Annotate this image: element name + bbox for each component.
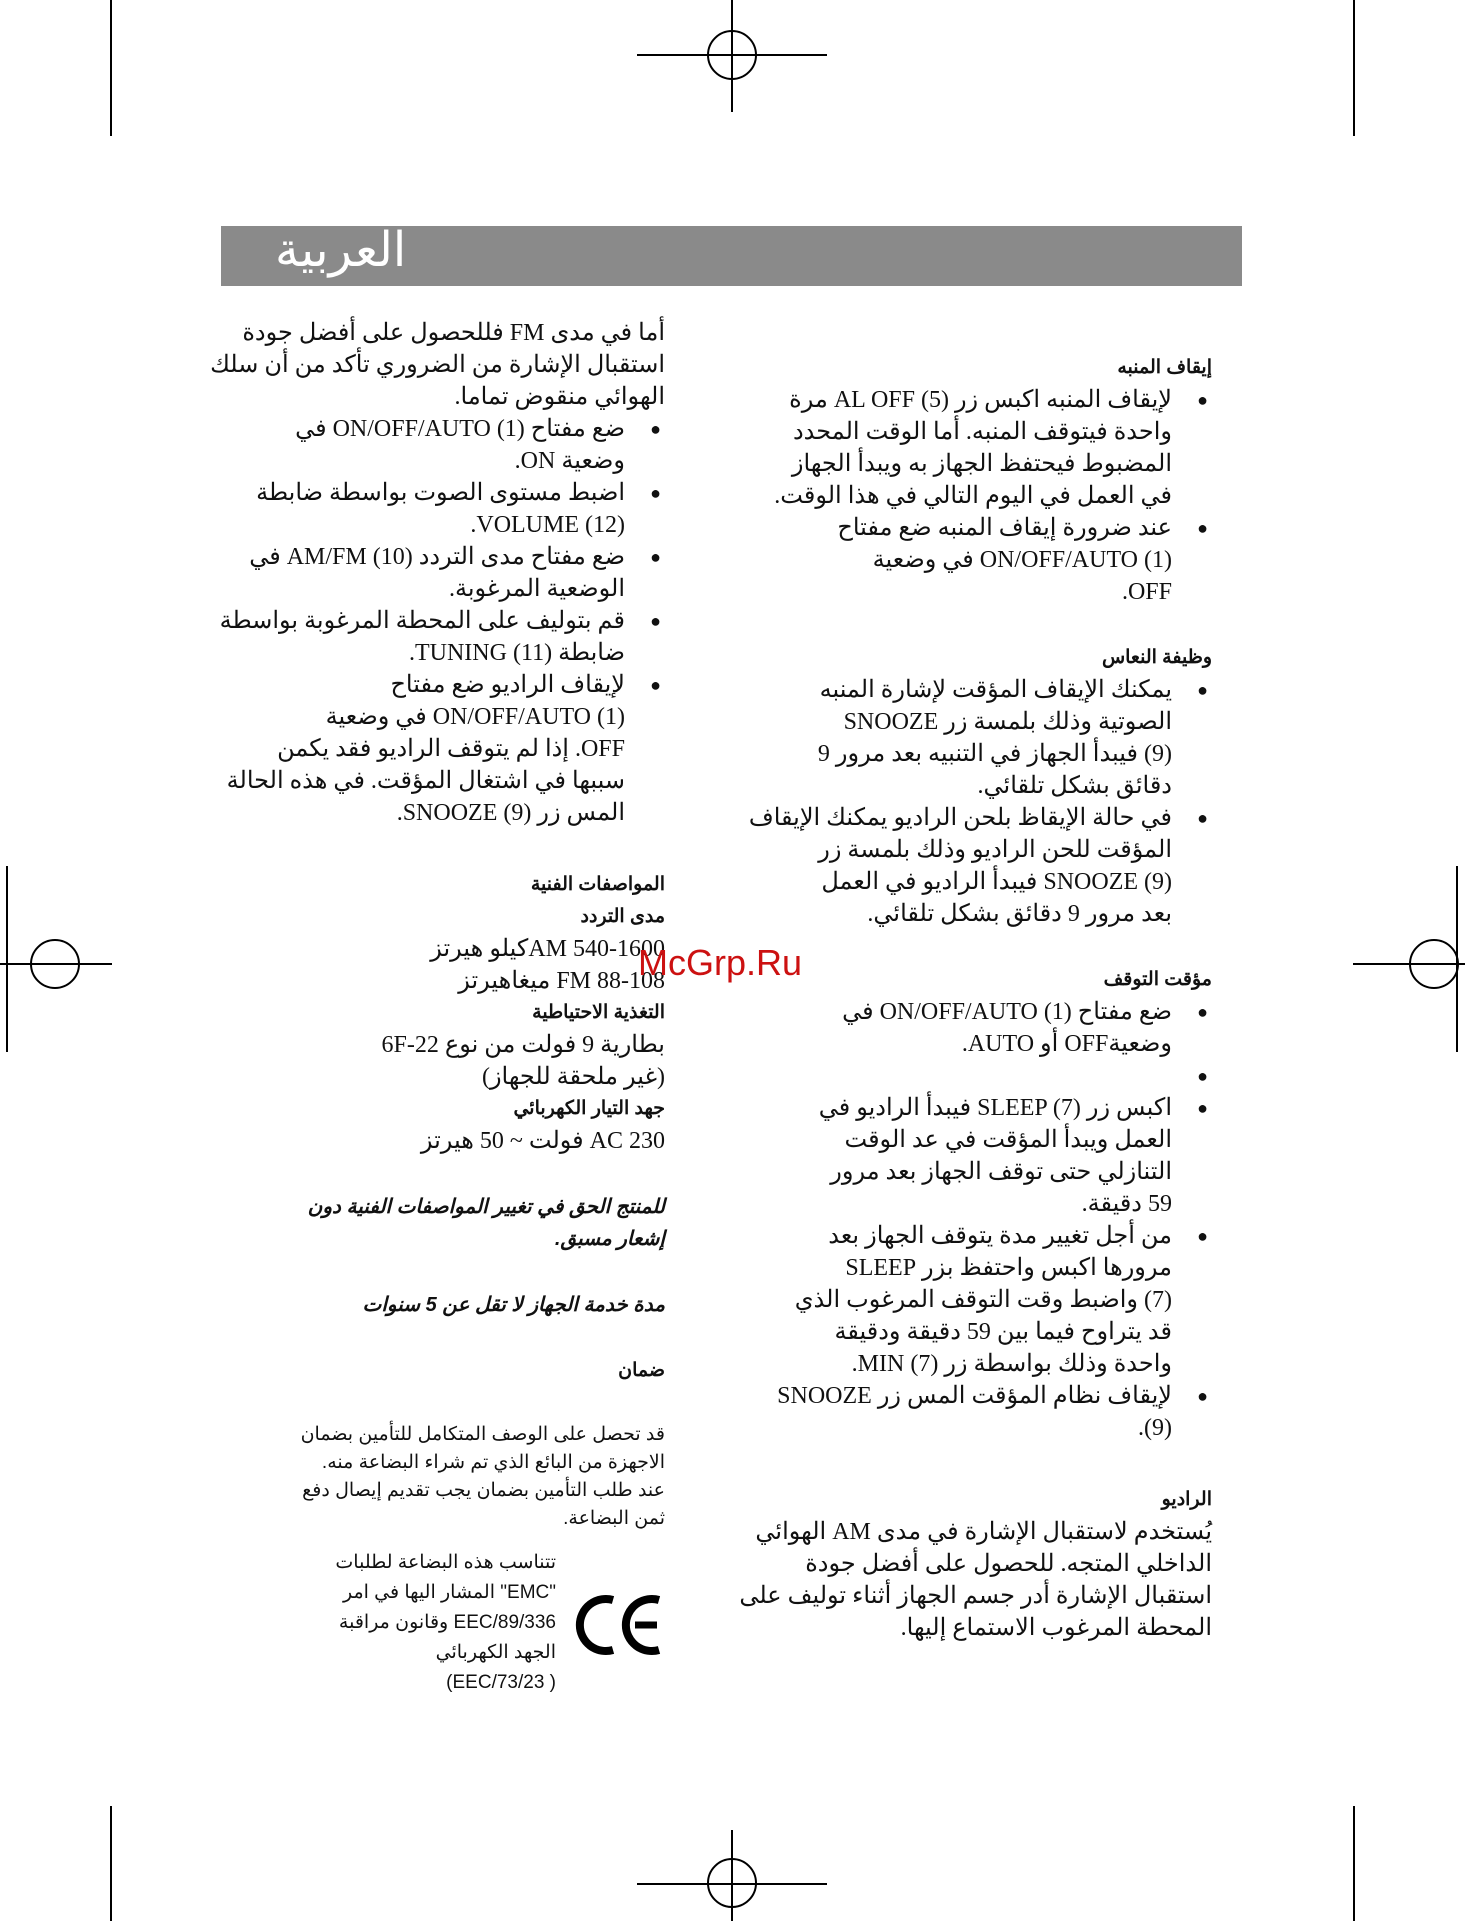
list-item bbox=[712, 1060, 1212, 1092]
crop-mark bbox=[6, 866, 8, 1052]
specs-backup-note: (غير ملحقة للجهاز) bbox=[481, 1064, 665, 1090]
registration-mark bbox=[707, 1858, 757, 1908]
specs-backup-heading: التغذية الاحتياطية bbox=[532, 1002, 665, 1023]
specs-backup-battery: بطارية 9 فولت من نوع 6F-22 bbox=[381, 1032, 665, 1058]
specs-frequency-fm: FM 88-108 ميغاهيرتز bbox=[458, 968, 665, 994]
right-column bbox=[712, 352, 1212, 1644]
bullet-icon: ● bbox=[650, 675, 661, 695]
registration-mark bbox=[1409, 939, 1459, 989]
bullet-icon: ● bbox=[1197, 390, 1208, 410]
bullet-icon: ● bbox=[1197, 1066, 1208, 1086]
list-item: ● لإيقاف نظام المؤقت المس زر SNOOZE (9). bbox=[712, 1380, 1212, 1444]
radio-paragraph: يُستخدم لاستقبال الإشارة في مدى AM الهوائي الداخلي المتجه. للحصول على أفضل جودة استقبال الإشارة أدر جسم الجهاز أثناء توليف على المحطة المرغوب الاستماع إليها. bbox=[739, 1519, 1212, 1641]
list-item: ● اضبط مستوى الصوت بواسطة ضابطة VOLUME (12). bbox=[205, 477, 665, 541]
specs-voltage-value: AC 230 فولت ~ 50 هيرتز bbox=[420, 1128, 665, 1154]
radio-steps-list bbox=[205, 413, 665, 829]
list-item: ● في حالة الإيقاظ بلحن الراديو يمكنك الإيقاف المؤقت للحن الراديو وذلك بلمسة زر SNOOZE (9) فيبدأ الراديو في العمل بعد مرور 9 دقائق بشكل تلقائي. bbox=[712, 802, 1212, 930]
list-item: ● ضع مفتاح ON/OFF/AUTO (1) في وضعية ON. bbox=[205, 413, 665, 477]
list-item: ● ضع مفتاح مدى التردد AM/FM (10) في الوضعية المرغوبة. bbox=[205, 541, 665, 605]
crop-mark bbox=[110, 1806, 112, 1921]
section-heading-snooze: وظيفة النعاس bbox=[1101, 647, 1212, 668]
watermark: McGrp.Ru bbox=[638, 942, 803, 983]
specs-frequency-am: AM 540-1600كيلو هيرتز bbox=[430, 936, 665, 962]
bullet-icon: ● bbox=[1197, 1002, 1208, 1022]
bullet-icon: ● bbox=[650, 611, 661, 631]
ce-compliance-text: تتناسب هذه البضاعة لطلبات "EMC" المشار اليها في امر 89/336/EEC وقانون مراقبة الجهد الكهربائي ( 73/23/EEC) bbox=[335, 1552, 556, 1693]
snooze-list bbox=[712, 674, 1212, 930]
list-item: ● ضع مفتاح ON/OFF/AUTO (1) في وضعيةOFF أو AUTO. bbox=[712, 996, 1212, 1060]
bullet-icon: ● bbox=[1197, 808, 1208, 828]
language-title: العربية bbox=[275, 222, 407, 278]
section-heading-warranty: ضمان bbox=[618, 1360, 665, 1381]
list-item: ● لإيقاف الراديو ضع مفتاح ON/OFF/AUTO (1) في وضعية OFF. إذا لم يتوقف الراديو فقد يكمن سببها في اشتغال المؤقت. في هذه الحالة المس زر SNOOZE (9). bbox=[205, 669, 665, 829]
section-heading-radio: الراديو bbox=[1161, 1489, 1212, 1510]
registration-mark bbox=[30, 939, 80, 989]
left-column bbox=[205, 317, 665, 1533]
section-heading-sleep-timer: مؤقت التوقف bbox=[1103, 969, 1212, 990]
list-item: ● من أجل تغيير مدة يتوقف الجهاز بعد مرورها اكبس واحتفظ بزر SLEEP (7) واضبط وقت التوقف المرغوب الذي قد يتراوح فيما بين 59 دقيقة ودقيقة واحدة وذلك بواسطة زر MIN (7). bbox=[712, 1220, 1212, 1380]
registration-mark bbox=[707, 30, 757, 80]
list-item: ● يمكنك الإيقاف المؤقت لإشارة المنبه الصوتية وذلك بلمسة زر SNOOZE (9) فيبدأ الجهاز في التنبيه بعد مرور 9 دقائق بشكل تلقائي. bbox=[712, 674, 1212, 802]
specs-change-notice: للمنتج الحق في تغيير المواصفات الفنية دون إشعار مسبق. bbox=[307, 1196, 665, 1250]
alarm-off-list bbox=[712, 384, 1212, 608]
bullet-icon: ● bbox=[1197, 1098, 1208, 1118]
list-item: ● قم بتوليف على المحطة المرغوبة بواسطة ضابطة TUNING (11). bbox=[205, 605, 665, 669]
bullet-icon: ● bbox=[1197, 1226, 1208, 1246]
bullet-icon: ● bbox=[650, 483, 661, 503]
specs-voltage-heading: جهد التيار الكهربائي bbox=[513, 1098, 665, 1119]
fm-intro-paragraph: أما في مدى FM فللحصول على أفضل جودة استقبال الإشارة من الضروري تأكد من أن سلك الهوائي منقوض تماما. bbox=[210, 320, 665, 410]
bullet-icon: ● bbox=[1197, 680, 1208, 700]
warranty-paragraph: قد تحصل على الوصف المتكامل للتأمين بضمان الاجهزة من البائع الذي تم شراء البضاعة منه. عند طلب التأمين بضمان يجب تقديم إيصال دفع ثمن البضاعة. bbox=[300, 1424, 665, 1529]
bullet-icon: ● bbox=[1197, 518, 1208, 538]
section-heading-specs: المواصفات الفنية bbox=[530, 874, 665, 895]
specs-frequency-heading: مدى التردد bbox=[580, 906, 665, 927]
bullet-icon: ● bbox=[650, 419, 661, 439]
list-item: ● اكبس زر SLEEP (7) فيبدأ الراديو في العمل ويبدأ المؤقت في عد الوقت التنازلي حتى توقف الجهاز بعد مرور 59 دقيقة. bbox=[712, 1092, 1212, 1220]
section-heading-alarm-off: إيقاف المنبه bbox=[1117, 357, 1212, 378]
crop-mark bbox=[1353, 1806, 1355, 1921]
list-item: ● لإيقاف المنبه اكبس زر AL OFF (5) مرة واحدة فيتوقف المنبه. أما الوقت المحدد المضبوط فيحتفظ الجهاز به ويبدأ الجهاز في العمل في اليوم التالي في هذا الوقت. bbox=[712, 384, 1212, 512]
bullet-icon: ● bbox=[650, 547, 661, 567]
ce-mark-icon bbox=[575, 1592, 665, 1658]
list-item: ● عند ضرورة إيقاف المنبه ضع مفتاح ON/OFF/AUTO (1) في وضعية OFF. bbox=[712, 512, 1212, 608]
sleep-timer-list bbox=[712, 996, 1212, 1444]
crop-mark bbox=[1353, 0, 1355, 136]
bullet-icon: ● bbox=[1197, 1386, 1208, 1406]
service-life-note: مدة خدمة الجهاز لا تقل عن 5 سنوات bbox=[362, 1294, 665, 1316]
crop-mark bbox=[110, 0, 112, 136]
